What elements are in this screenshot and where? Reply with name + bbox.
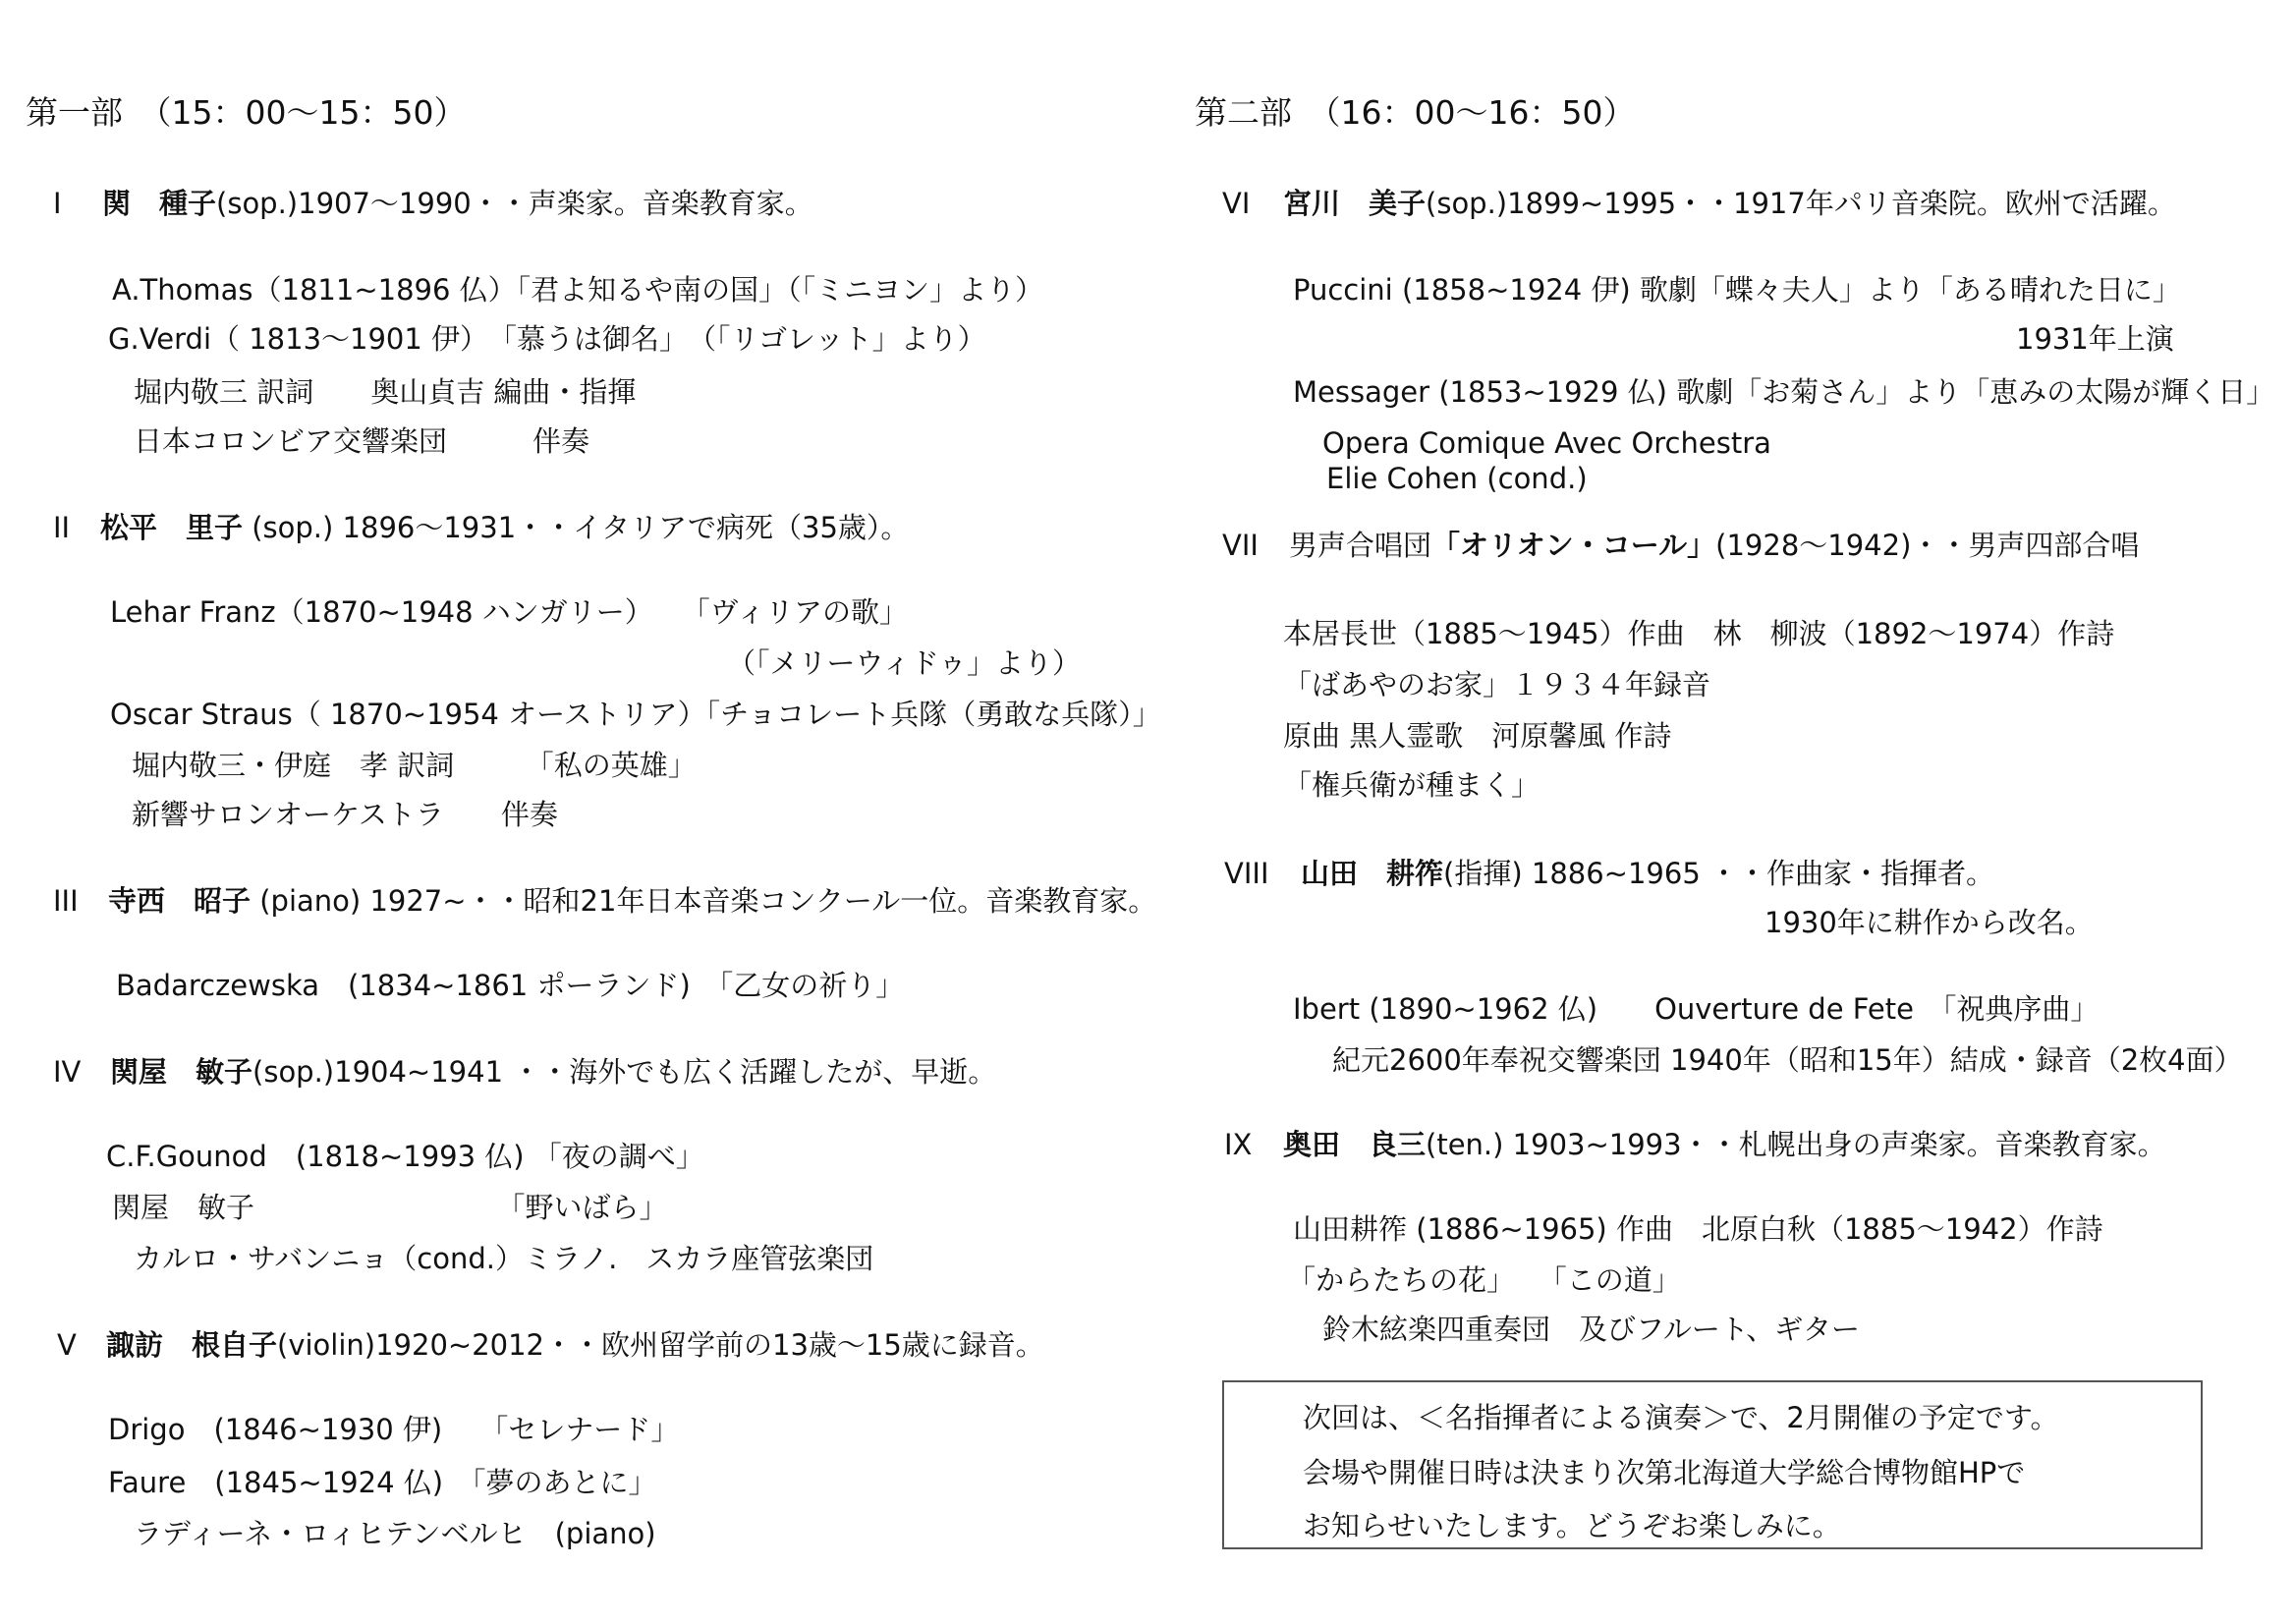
section-numeral: I xyxy=(53,187,62,220)
section-5-title xyxy=(57,1326,1044,1364)
program-line: Elie Cohen (cond.) xyxy=(1326,462,1588,495)
performer-name: 関屋 敏子 xyxy=(110,1055,253,1089)
section-numeral: V xyxy=(57,1328,77,1362)
section-numeral: VIII xyxy=(1224,857,1269,890)
performer-name: 寺西 昭子 xyxy=(108,884,252,918)
program-line: G.Verdi（ 1813〜1901 伊） 「慕うは御名」 （「リゴレット」より） xyxy=(108,322,986,356)
performer-desc: (sop.)1899~1995・・1917年パリ音楽院。欧州で活躍。 xyxy=(1426,187,2176,220)
performer-desc: (sop.)1907〜1990・・声楽家。音楽教育家。 xyxy=(216,187,813,220)
program-line: 堀内敬三 訳詞 奥山貞吉 編曲・指揮 xyxy=(134,375,637,409)
section-6-title xyxy=(1222,185,2176,222)
program-line: ラディーネ・ロィヒテンベルヒ (piano) xyxy=(134,1517,656,1550)
program-line: 1931年上演 xyxy=(2016,322,2174,356)
program-line: 山田耕筰 (1886~1965) 作曲 北原白秋（1885〜1942）作詩 xyxy=(1293,1212,2103,1246)
section-numeral: IX xyxy=(1224,1128,1253,1161)
section-8-title xyxy=(1224,855,1994,892)
performer-desc: (piano) 1927~・・昭和21年日本音楽コンクール一位。音楽教育家。 xyxy=(251,884,1157,918)
program-line: （「メリーウィドゥ」より） xyxy=(727,646,1082,680)
program-line: 「からたちの花」 「この道」 xyxy=(1287,1263,1681,1297)
program-line: 新響サロンオーケストラ 伴奏 xyxy=(132,798,558,831)
notice-line: 次回は、＜名指揮者による演奏＞で、2月開催の予定です。 xyxy=(1303,1401,2059,1434)
notice-line: 会場や開催日時は決まり次第北海道大学総合博物館HPで xyxy=(1303,1456,2026,1489)
program-line: 1930年に耕作から改名。 xyxy=(1764,906,2094,939)
performer-desc: (sop.) 1896〜1931・・イタリアで病死（35歳）。 xyxy=(243,511,910,544)
section-numeral: VII xyxy=(1222,529,1259,562)
program-line: Lehar Franz（1870~1948 ハンガリー） 「ヴィリアの歌」 xyxy=(110,595,909,629)
performer-name: 松平 里子 xyxy=(100,511,244,544)
part2-heading: 第二部 （16：00〜16：50） xyxy=(1195,93,1636,132)
performer-name: 奥田 良三 xyxy=(1283,1128,1427,1161)
program-line: Faure (1845~1924 仏) 「夢のあとに」 xyxy=(108,1466,657,1499)
program-line: 本居長世（1885〜1945）作曲 林 柳波（1892〜1974）作詩 xyxy=(1283,617,2115,650)
program-line: Drigo (1846~1930 伊) 「セレナード」 xyxy=(108,1413,680,1446)
section-numeral: VI xyxy=(1222,187,1251,220)
performer-desc: (1928〜1942)・・男声四部合唱 xyxy=(1715,529,2140,562)
notice-line: お知らせいたします。どうぞお楽しみに。 xyxy=(1303,1509,1841,1542)
program-line: Opera Comique Avec Orchestra xyxy=(1322,426,1771,460)
program-line: Puccini (1858~1924 伊) 歌劇「蝶々夫人」より「ある晴れた日に」 xyxy=(1293,273,2181,307)
performer-desc: (指揮) 1886~1965 ・・作曲家・指揮者。 xyxy=(1443,857,1994,890)
section-2-title xyxy=(53,509,909,546)
section-numeral: IV xyxy=(53,1055,82,1089)
section-4-title xyxy=(53,1053,996,1091)
performer-desc: (sop.)1904~1941 ・・海外でも広く活躍したが、早逝。 xyxy=(252,1055,997,1089)
performer-name: 「オリオン・コール」 xyxy=(1431,529,1716,562)
program-line: A.Thomas（1811~1896 仏）「君よ知るや南の国」（「ミニヨン」より） xyxy=(112,273,1044,307)
program-line: Badarczewska (1834~1861 ポーランド) 「乙女の祈り」 xyxy=(116,969,905,1002)
section-numeral: III xyxy=(53,884,79,918)
section-9-title xyxy=(1224,1126,2166,1163)
performer-name: 諏訪 根自子 xyxy=(106,1328,278,1362)
program-line: Oscar Straus（ 1870~1954 オーストリア）「チョコレート兵隊（勇敢な兵隊）」 xyxy=(110,698,1161,731)
program-line: Messager (1853~1929 仏) 歌劇「お菊さん」より「恵みの太陽が輝く日」 xyxy=(1293,375,2275,409)
section-3-title xyxy=(53,882,1156,920)
program-line: 「ばあやのお家」１９３４年録音 xyxy=(1283,668,1711,701)
performer-name: 宮川 美子 xyxy=(1283,187,1427,220)
section-1-title xyxy=(53,185,813,222)
part1-heading: 第一部 （15：00〜15：50） xyxy=(26,93,467,132)
choir-prefix: 男声合唱団 xyxy=(1289,529,1432,562)
performer-name: 関 種子 xyxy=(102,187,217,220)
performer-desc: (ten.) 1903~1993・・札幌出身の声楽家。音楽教育家。 xyxy=(1426,1128,2166,1161)
program-line: Ibert (1890~1962 仏) Ouverture de Fete 「祝典序曲」 xyxy=(1293,992,2100,1026)
program-line: 「権兵衛が種まく」 xyxy=(1283,768,1540,802)
section-numeral: II xyxy=(53,511,71,544)
program-line: 日本コロンビア交響楽団 伴奏 xyxy=(134,424,590,458)
section-7-title xyxy=(1222,527,2139,564)
performer-name: 山田 耕筰 xyxy=(1301,857,1444,890)
program-line: 関屋 敏子 「野いばら」 xyxy=(112,1191,668,1224)
program-line: C.F.Gounod (1818~1993 仏) 「夜の調べ」 xyxy=(106,1140,704,1173)
program-line: 紀元2600年奉祝交響楽団 1940年（昭和15年）結成・録音（2枚4面） xyxy=(1332,1043,2243,1077)
program-line: カルロ・サバンニョ（cond.）ミラノ. スカラ座管弦楽団 xyxy=(134,1242,874,1275)
program-line: 原曲 黒人霊歌 河原馨風 作詩 xyxy=(1283,719,1672,753)
program-line: 鈴木絃楽四重奏団 及びフルート、ギター xyxy=(1322,1313,1860,1346)
program-line: 堀内敬三・伊庭 孝 訳詞 「私の英雄」 xyxy=(132,749,697,782)
performer-desc: (violin)1920~2012・・欧州留学前の13歳〜15歳に録音。 xyxy=(277,1328,1044,1362)
